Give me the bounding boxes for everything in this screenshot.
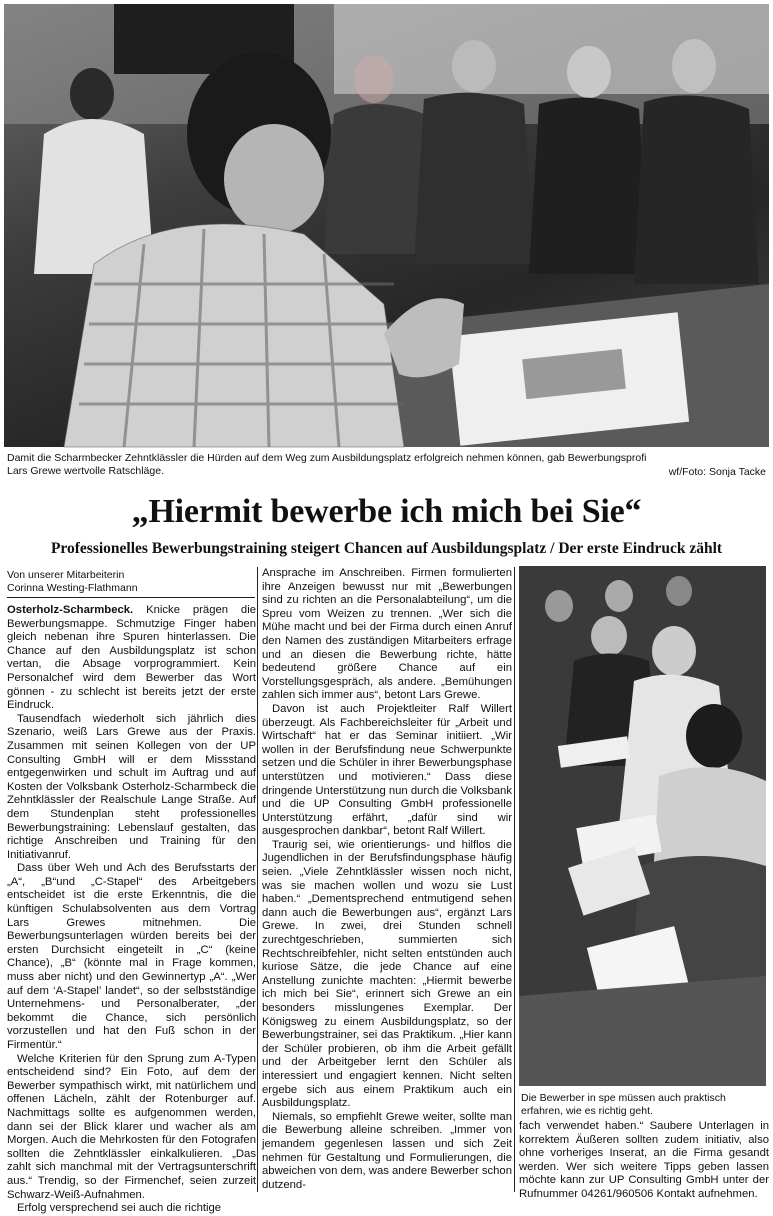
paragraph: Tausendfach wiederholt sich jährlich dies Szenario, weiß Lars Grewe aus der Praxis. Zusammen mit seinen Kollegen von der UP Consulting GmbH will er dem Missstand entgegenwirken und schult im Auftrag und auf Kosten der Volksbank Osterholz-Scharmbeck die Zehntklässler der Realschule Lange Straße. Auf dem Stundenplan steht professionelles Bewerbungstraining: Lebenslauf gestalten, das richtige Anschreiben und Training für den Initiativanruf. (7, 712, 256, 861)
article-headline: „Hiermit bewerbe ich mich bei Sie“ (131, 493, 642, 530)
article-column-3 (519, 1120, 769, 1200)
side-photo-caption: Die Bewerber in spe müssen auch praktisch erfahren, wie es richtig geht. (521, 1092, 726, 1117)
byline-intro: Von unserer Mitarbeiterin (7, 569, 125, 581)
article-column-1 (7, 604, 256, 1215)
paragraph: Erfolg versprechend sei auch die richtige (17, 1202, 222, 1215)
paragraph: Traurig sei, wie orientierungs- und hilflos die Jugendlichen in der Berufsfindungsphase häufig seien. „Viele Zehntklässler wissen noch nicht, was sie machen wollen und wozu sie Lust haben.“ „Dementsprechend entmutigend sehen dann auch die Bewerbungen aus“, ergänzt Lars Grewe. In zwei, drei Stunden schnell zurechtgeschrieben, summierten sich Rechtschreibfehler, nicht selten entstünden auch kuriose Sätze, die jede Chance auf eine Anstellung zunichte machten: „Hiermit bewerbe ich mich bei Sie“, erinnert sich Grewe an ein besonders misslungenes Exemplar. Der Königsweg zu einem Ausbildungsplatz, so der Bewerbungstrainer, sei das Praktikum. „Hier kann der Schüler probieren, ob ihm die Arbeit gefällt und der Arbeitgeber lernt den Schüler als interessiert und engagiert kennen. Nicht selten ergebe sich aus einem Praktikum auch ein Ausbildungsplatz. (262, 838, 512, 1110)
column-divider (257, 567, 258, 1192)
column-divider (514, 567, 515, 1192)
top-photo (4, 4, 769, 447)
byline-author: Corinna Westing-Flathmann (7, 582, 138, 594)
photo-credit: wf/Foto: Sonja Tacke (668, 466, 766, 478)
seminar-photo-illustration (4, 4, 769, 447)
side-photo (519, 566, 766, 1086)
paragraph: Welche Kriterien für den Sprung zum A-Typen entscheidend sind? Ein Foto, auf dem der Bewerber sympathisch wirkt, mit natürlichem und offenen Lächeln, zählt der Rotenburger auf. Nachmittags sollte es aufgenommen werden, dann sei der Blick klarer und wacher als am Morgen. Auch die Mehrkosten für den Fotografen sollten die Zehntklässler einkalkulieren. „Das zahlt sich manchmal mit der Vertragsunterschrift aus.“ Trendig, so der Firmenchef, seien zurzeit Schwarz-Weiß-Aufnahmen. (7, 1052, 256, 1201)
article-subheadline: Professionelles Bewerbungstraining steigert Chancen auf Ausbildungsplatz / Der erste Eindruck zählt (50, 540, 723, 557)
students-photo-illustration (519, 566, 766, 1086)
article-column-2 (262, 567, 512, 1196)
top-photo-caption: Damit die Scharmbecker Zehntklässler die Hürden auf dem Weg zum Ausbildungsplatz erfolgreich nehmen können, gab Bewerbungsprofi Lars Grewe wertvolle Ratschläge. (7, 452, 647, 477)
paragraph: Osterholz-Scharmbeck. Knicke prägen die Bewerbungsmappe. Schmutzige Finger haben gleich nebenan ihre Spuren hinterlassen. Die Chance auf den Ausbildungsplatz ist schon vertan, die Absage vorprogrammiert. Kein Personalchef wird dem Bewerber das Wort gönnen - zu schlecht ist bereits jetzt der erste Eindruck. (7, 604, 256, 712)
paragraph: Dass über Weh und Ach des Berufsstarts der „A“, „B“und „C-Stapel“ des Arbeitgebers entscheidet ist die erste Erkenntnis, die die künftigen Schulabsolventen aus dem Vortrag Lars Grewes mitnehmen. Die Bewerbungsunterlagen würden bereits bei der ersten Durchsicht eingeteilt in „C“ (keine Chance), „B“ (könnte mal in Frage kommen, muss aber nicht) und den Gewinnertyp „A“. „Wer auf dem ‘A-Stapel’ landet“, so der selbstständige Unternehmens- und Personalberater, „der bekommt die Chance, sich persönlich vorzustellen und hat den Fuß schon in der Firmentür.“ (7, 862, 256, 1051)
byline (7, 569, 255, 598)
paragraph: Niemals, so empfiehlt Grewe weiter, sollte man die Bewerbung alleine schreiben. „Immer von jemandem gegenlesen lassen und sich Zeit nehmen für Gestaltung und Formulierungen, die abweichen von dem, was andere Bewerber schon dutzend- (262, 1110, 512, 1191)
dateline: Osterholz-Scharmbeck. (7, 604, 134, 616)
paragraph: Ansprache im Anschreiben. Firmen formulierten ihre Anzeigen bewusst nur mit „Bewerbungen sind zu richten an die Personalabteilung“, um die Spreu vom Weizen zu trennen. „Wer sich die Mühe macht und bei der Firma durch einen Anruf den Namen des zuständigen Mitarbeiters erfrage und an diesen die Bewerbung richte, hätte bedeutend größere Chance auf ein Vorstellungsgespräch, als andere. „Bemühungen zahlen sich immer aus“, betont Lars Grewe. (262, 567, 512, 702)
paragraph: fach verwendet haben.“ Saubere Unterlagen in korrektem Äußeren sollten zudem initiativ, also ohne vorheriges Inserat, an die Firma gesandt werden. Wer sich weitere Tipps geben lassen möchte kann zur UP Consulting GmbH unter der Rufnummer 04261/960506 Kontakt aufnehmen. (519, 1120, 769, 1200)
paragraph: Davon ist auch Projektleiter Ralf Willert überzeugt. Als Fachbereichsleiter für „Arbeit und Wirtschaft“ hat er das Seminar initiiert. „Wir wollen in der Berufsfindung neue Schwerpunkte setzen und die Schüler in ihrer Bewerbungsphase unterstützen und motivieren.“ Dass diese dringende Unterstützung nun durch die Volksbank und die UP Consulting GmbH professionelle Unterstützung erfährt, „dafür sind wir ausgesprochen dankbar“, betont Ralf Willert. (262, 702, 512, 838)
